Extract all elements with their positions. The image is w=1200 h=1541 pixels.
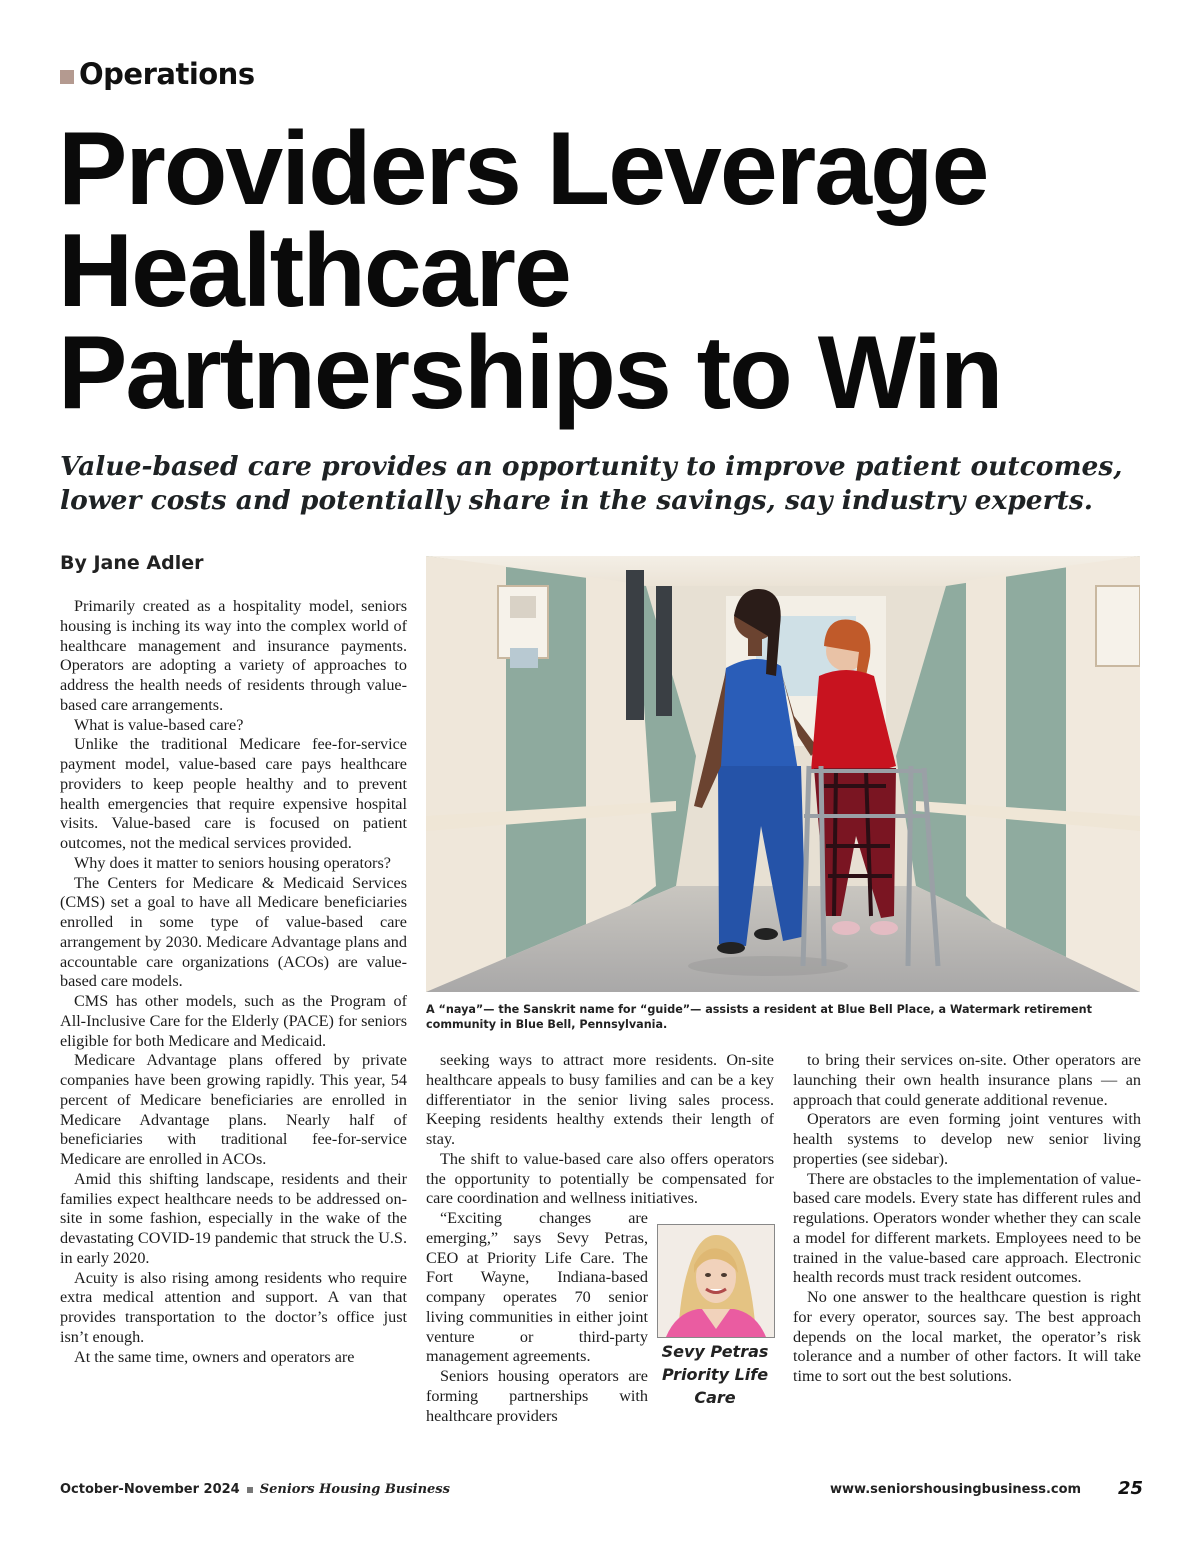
section-label: Operations — [79, 57, 255, 91]
paragraph: Operators are even forming joint ventures with health systems to develop new senior living properties (see sidebar). — [793, 1110, 1141, 1168]
paragraph: Acuity is also rising among residents who require extra medical attention and support. A van that provides transportation to the doctor’s office just isn’t enough. — [60, 1268, 407, 1346]
article-dek — [60, 450, 1160, 518]
footer-issue — [60, 1482, 450, 1497]
headline-line: Partnerships to Win — [58, 315, 1002, 431]
paragraph: CMS has other models, such as the Program of All-Inclusive Care for the Elderly (PACE) for seniors eligible for both Medicare and Medicaid. — [60, 992, 407, 1050]
paragraph: Seniors housing operators are forming partnerships with healthcare providers — [426, 1367, 648, 1425]
footer-separator — [247, 1487, 253, 1493]
paragraph: What is value-based care? — [74, 715, 244, 734]
paragraph: seeking ways to attract more residents. On-site healthcare appeals to busy families and can be a key differentiator in the senior living sales process. Keeping residents healthy extends their length of stay. — [426, 1051, 774, 1148]
headshot-caption-line: Care — [694, 1388, 736, 1407]
headshot-wrap-text — [426, 1209, 648, 1426]
paragraph: Medicare Advantage plans offered by private companies have been growing rapidly. This year, 54 percent of Medicare beneficiaries are enrolled in Medicare Advantage plans. Nearly half of beneficiaries with traditional fee-for-service Medicare are enrolled in ACOs. — [60, 1051, 407, 1168]
headshot-illustration — [658, 1225, 774, 1337]
headshot-photo — [657, 1224, 775, 1338]
byline: By Jane Adler — [60, 552, 204, 574]
paragraph: At the same time, owners and operators are — [74, 1347, 355, 1366]
section-header — [60, 56, 255, 92]
paragraph: Unlike the traditional Medicare fee-for-service payment model, value-based care pays healthcare providers to keep people healthy and to prevent health emergencies that require expensive hospital visits. Value-based care is focused on patient outcomes, not the medical services provided. — [60, 735, 407, 852]
hallway-illustration — [426, 556, 1140, 992]
photo-caption: A “naya”— the Sanskrit name for “guide”— assists a resident at Blue Bell Place, a Watermark retirement community in Blue Bell, Pennsylvania. — [426, 1003, 1092, 1031]
footer-date: October-November 2024 — [60, 1482, 240, 1497]
headshot-caption-line: Sevy Petras — [661, 1342, 769, 1361]
paragraph: No one answer to the healthcare question is right for every operator, sources say. The best approach depends on the local market, the operator’s risk tolerance and a number of other factors. It will take time to sort out the best solutions. — [793, 1288, 1141, 1385]
footer-publication: Seniors Housing Business — [259, 1482, 450, 1497]
headshot-caption — [655, 1340, 775, 1409]
paragraph: “Exciting changes are emerging,” says Sevy Petras, CEO at Priority Life Care. The Fort Wayne, Indiana-based company operates 70 senior living communities in either joint venture or third-party management agreements. — [426, 1209, 648, 1366]
hallway-photo — [426, 556, 1140, 992]
paragraph: There are obstacles to the implementation of value-based care models. Every state has different rules and regulations. Operators wonder whether they can scale a model for different markets. Employees need to be trained in the value-based care approach. Electronic health records must track resident outcomes. — [793, 1169, 1141, 1287]
dek-line: Value-based care provides an opportunity to improve patient outcomes, — [60, 451, 1123, 482]
paragraph: The shift to value-based care also offers operators the opportunity to potentially be compensated for care coordination and wellness initiatives. — [426, 1149, 774, 1208]
section-marker — [60, 70, 74, 84]
paragraph: to bring their services on-site. Other operators are launching their own health insurance plans — an approach that could generate additional revenue. — [793, 1051, 1141, 1109]
paragraph: Amid this shifting landscape, residents and their families expect healthcare needs to be addressed on-site in some fashion, especially in the wake of the devastating COVID-19 pandemic that struck the U.S. in early 2020. — [60, 1169, 407, 1267]
paragraph: The Centers for Medicare & Medicaid Services (CMS) set a goal to have all Medicare beneficiaries enrolled in some type of value-based care arrangement by 2030. Medicare Advantage plans and accountable care organizations (ACOs) are value-based care models. — [60, 873, 407, 991]
dek-line: lower costs and potentially share in the savings, say industry experts. — [60, 485, 1093, 516]
article-column-3 — [793, 1051, 1141, 1387]
paragraph: Why does it matter to seniors housing operators? — [74, 853, 391, 872]
headshot-sidebar — [655, 1220, 775, 1422]
article-column-1 — [60, 597, 407, 1367]
footer-url[interactable]: www.seniorshousingbusiness.com — [830, 1482, 1082, 1497]
headline-line: Healthcare — [58, 213, 570, 329]
headshot-caption-line: Priority Life — [661, 1365, 769, 1384]
page-number: 25 — [1118, 1478, 1144, 1499]
paragraph: Primarily created as a hospitality model, seniors housing is inching its way into the complex world of healthcare management and insurance payments. Operators are adopting a variety of approaches to address the health needs of residents through value-based care arrangements. — [60, 597, 407, 714]
headline-line: Providers Leverage — [58, 111, 988, 227]
article-headline — [58, 111, 1158, 431]
